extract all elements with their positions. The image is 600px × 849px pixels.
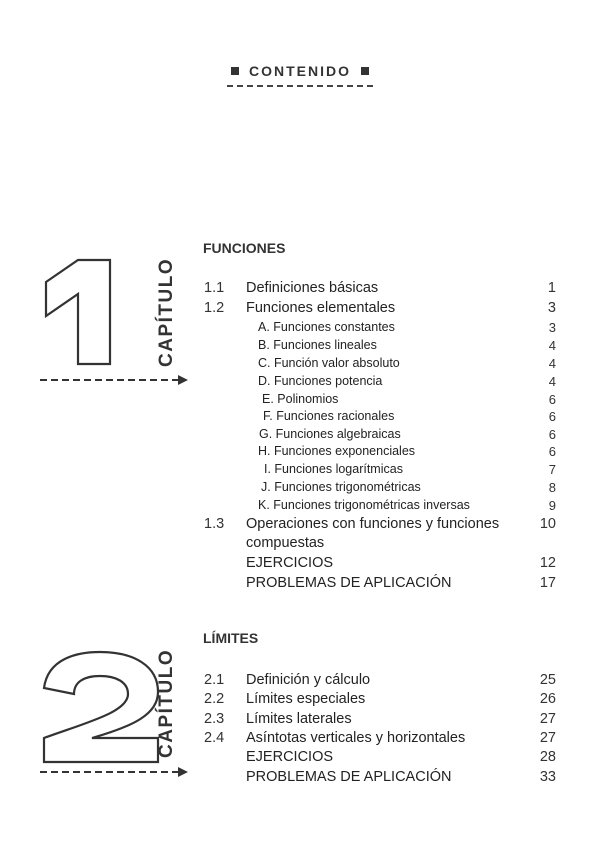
toc-entry-label: E. Polinomios	[262, 392, 339, 406]
toc-entry-page: 4	[548, 356, 556, 371]
toc-entry-page: 17	[539, 575, 556, 591]
toc-entry-page: 6	[548, 444, 556, 459]
toc-entry-label: C. Función valor absoluto	[258, 356, 400, 370]
toc-entry	[0, 280, 600, 300]
toc-entry-page: 6	[548, 427, 556, 442]
toc-entry-number: 2.4	[204, 730, 225, 746]
toc-entry	[0, 555, 600, 575]
toc-entry-page: 27	[539, 711, 556, 727]
toc-entry-label: EJERCICIOS	[246, 555, 334, 571]
toc-entry	[0, 691, 600, 711]
square-bullet-icon	[361, 67, 369, 75]
toc-entry	[0, 356, 600, 376]
toc-entry	[0, 769, 600, 789]
toc-entry-label: Límites especiales	[246, 691, 366, 707]
toc-entry-label: K. Funciones trigonométricas inversas	[258, 498, 470, 512]
square-bullet-icon	[231, 67, 239, 75]
toc-entry-page: 8	[548, 480, 556, 495]
toc-entry-number: 1.2	[204, 300, 225, 316]
toc-entry-page: 26	[539, 691, 556, 707]
chapter-title: FUNCIONES	[203, 240, 286, 256]
toc-entry	[0, 498, 600, 518]
toc-entry-number: 1.3	[204, 516, 225, 532]
toc-entry-page: 4	[548, 338, 556, 353]
toc-entry	[0, 338, 600, 358]
toc-entry-label: J. Funciones trigonométricas	[261, 480, 421, 494]
toc-entry-label: Definiciones básicas	[246, 280, 379, 296]
toc-entry	[0, 730, 600, 750]
toc-entry-label: D. Funciones potencia	[258, 374, 383, 388]
toc-entry-label: Operaciones con funciones y funciones	[246, 516, 500, 532]
toc-entry-label: H. Funciones exponenciales	[258, 444, 416, 458]
toc-entry-page: 25	[539, 672, 556, 688]
toc-entry	[0, 575, 600, 595]
toc-entry-label: PROBLEMAS DE APLICACIÓN	[246, 769, 452, 785]
toc-entry-page: 9	[548, 498, 556, 513]
toc-entry	[0, 320, 600, 340]
toc-entry-number: 2.1	[204, 672, 225, 688]
toc-entry-label: I. Funciones logarítmicas	[264, 462, 403, 476]
toc-entry	[0, 711, 600, 731]
toc-entry-page: 28	[539, 749, 556, 765]
toc-entry	[0, 672, 600, 692]
toc-entry-label: B. Funciones lineales	[258, 338, 377, 352]
toc-entry-page: 3	[548, 320, 556, 335]
toc-entry-page: 12	[539, 555, 556, 571]
toc-entry-page: 6	[548, 392, 556, 407]
toc-entry-page: 3	[547, 300, 556, 316]
toc-entry-number: 1.1	[204, 280, 225, 296]
toc-entry-page: 33	[539, 769, 556, 785]
toc-entry-label: Límites laterales	[246, 711, 352, 727]
chapter-title: LÍMITES	[203, 630, 259, 646]
toc-entry-page: 1	[547, 280, 556, 296]
toc-entry-page: 6	[548, 409, 556, 424]
contents-header	[0, 63, 600, 87]
contents-title: CONTENIDO	[249, 63, 351, 79]
toc-entry	[0, 444, 600, 464]
toc-entry	[0, 374, 600, 394]
toc-entry-label-continued: compuestas	[246, 535, 325, 551]
toc-entry-label: Asíntotas verticales y horizontales	[246, 730, 466, 746]
toc-entry-number: 2.2	[204, 691, 225, 707]
toc-entry-page: 10	[539, 516, 556, 532]
toc-entry-label: Funciones elementales	[246, 300, 396, 316]
toc-entry-label: Definición y cálculo	[246, 672, 371, 688]
toc-entry-number: 2.3	[204, 711, 225, 727]
toc-entry-page: 27	[539, 730, 556, 746]
toc-entry	[0, 480, 600, 500]
toc-entry-label: EJERCICIOS	[246, 749, 334, 765]
toc-entry	[0, 516, 600, 551]
chapter-label: CAPÍTULO	[156, 257, 177, 367]
toc-entry-label: A. Funciones constantes	[258, 320, 395, 334]
toc-entry	[0, 749, 600, 769]
toc-entry	[0, 300, 600, 320]
toc-entry-label: F. Funciones racionales	[263, 409, 395, 423]
toc-entry-page: 4	[548, 374, 556, 389]
toc-entry	[0, 462, 600, 482]
toc-entry-label: PROBLEMAS DE APLICACIÓN	[246, 575, 452, 591]
chapter-label: CAPÍTULO	[156, 648, 177, 758]
contents-title-wrap	[227, 63, 373, 87]
toc-entry-page: 7	[548, 462, 556, 477]
toc-entry-label: G. Funciones algebraicas	[259, 427, 401, 441]
toc-entry	[0, 409, 600, 429]
